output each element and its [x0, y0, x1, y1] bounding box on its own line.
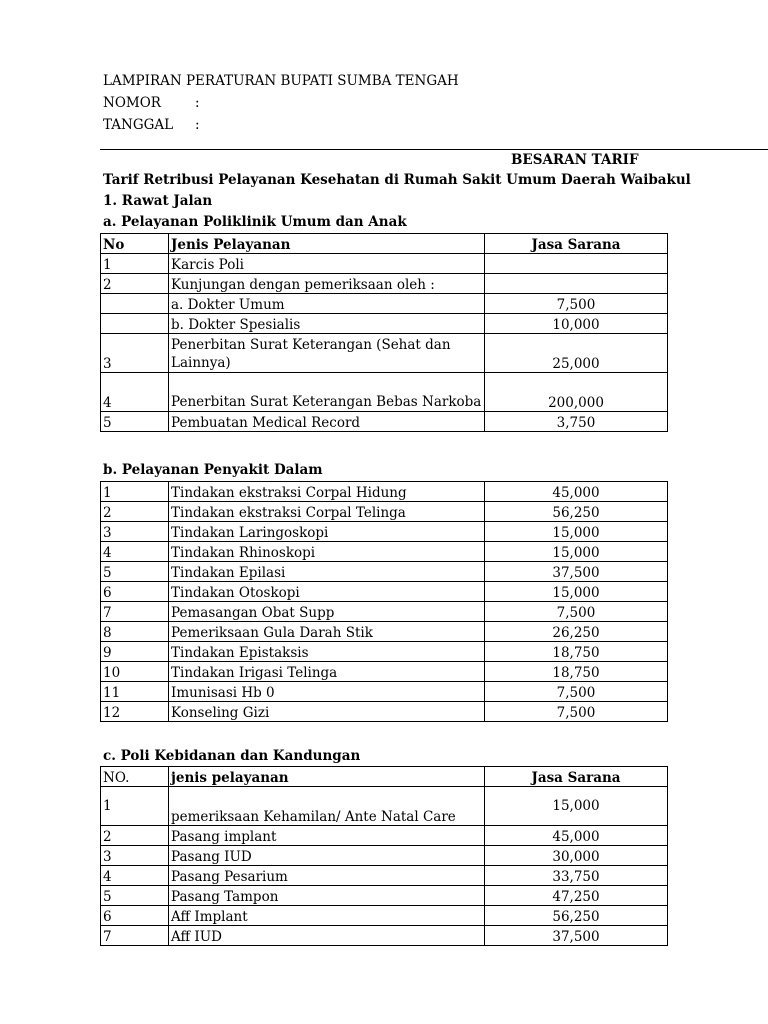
row-jasa: 15,000 [485, 787, 668, 826]
row-no: 9 [101, 642, 169, 662]
table-row [101, 826, 668, 846]
row-jasa: 45,000 [485, 482, 668, 502]
row-jasa: 26,250 [485, 622, 668, 642]
col-no-header: NO. [101, 767, 169, 787]
section-a-title: a. Pelayanan Poliklinik Umum dan Anak [103, 214, 407, 230]
row-jenis: Pasang implant [169, 826, 485, 846]
row-jasa: 15,000 [485, 522, 668, 542]
row-jenis: Pembuatan Medical Record [169, 412, 485, 432]
table-row [101, 846, 668, 866]
table-row [101, 602, 668, 622]
col-jenis-header: jenis pelayanan [169, 767, 485, 787]
row-jasa: 47,250 [485, 886, 668, 906]
nomor-label: NOMOR [103, 95, 161, 111]
table-row [101, 314, 668, 334]
header-line1: LAMPIRAN PERATURAN BUPATI SUMBA TENGAH [103, 73, 459, 89]
table-row [101, 662, 668, 682]
row-jenis: Imunisasi Hb 0 [169, 682, 485, 702]
table-row [101, 334, 668, 373]
row-jasa: 200,000 [485, 373, 668, 412]
row-jasa [485, 274, 668, 294]
table-row [101, 274, 668, 294]
row-no: 1 [101, 482, 169, 502]
row-jasa: 56,250 [485, 502, 668, 522]
row-jasa: 30,000 [485, 846, 668, 866]
table-row [101, 906, 668, 926]
header-tanggal [103, 114, 459, 136]
header-divider [100, 149, 768, 150]
row-jenis: Tindakan Laringoskopi [169, 522, 485, 542]
table-section-b [100, 481, 668, 722]
row-no: 3 [101, 846, 169, 866]
table-row [101, 522, 668, 542]
row-jenis: Penerbitan Surat Keterangan Bebas Narkoba [169, 373, 485, 412]
row-jasa: 3,750 [485, 412, 668, 432]
row-jenis: Aff Implant [169, 906, 485, 926]
table-header-row [101, 767, 668, 787]
table-row [101, 642, 668, 662]
row-jenis: Tindakan Otoskopi [169, 582, 485, 602]
row-jasa: 7,500 [485, 294, 668, 314]
row-no: 4 [101, 373, 169, 412]
table-row [101, 482, 668, 502]
table-row [101, 622, 668, 642]
row-jenis: Tindakan ekstraksi Corpal Telinga [169, 502, 485, 522]
row-jenis: Pasang IUD [169, 846, 485, 866]
row-no: 8 [101, 622, 169, 642]
row-jenis: Konseling Gizi [169, 702, 485, 722]
section-c-title: c. Poli Kebidanan dan Kandungan [103, 748, 361, 764]
row-no: 6 [101, 906, 169, 926]
table-row [101, 787, 668, 826]
row-jenis: Tindakan Rhinoskopi [169, 542, 485, 562]
row-jenis: pemeriksaan Kehamilan/ Ante Natal Care [169, 787, 485, 826]
document-header [103, 70, 459, 136]
row-no: 4 [101, 542, 169, 562]
row-jasa: 15,000 [485, 542, 668, 562]
row-jenis: Karcis Poli [169, 254, 485, 274]
row-jenis: Pemasangan Obat Supp [169, 602, 485, 622]
row-jasa: 25,000 [485, 334, 668, 373]
table-row [101, 582, 668, 602]
table-row [101, 682, 668, 702]
row-jasa: 18,750 [485, 642, 668, 662]
row-jasa: 10,000 [485, 314, 668, 334]
table-row [101, 542, 668, 562]
row-jenis: Pasang Pesarium [169, 866, 485, 886]
row-jasa: 45,000 [485, 826, 668, 846]
row-jasa: 7,500 [485, 702, 668, 722]
row-jenis: Tindakan Irigasi Telinga [169, 662, 485, 682]
row-jenis: b. Dokter Spesialis [169, 314, 485, 334]
row-jenis: Kunjungan dengan pemeriksaan oleh : [169, 274, 485, 294]
row-no [101, 314, 169, 334]
row-no: 7 [101, 602, 169, 622]
row-jenis: Tindakan ekstraksi Corpal Hidung [169, 482, 485, 502]
row-no: 3 [101, 522, 169, 542]
row-no: 2 [101, 826, 169, 846]
row-jasa: 33,750 [485, 866, 668, 886]
table-row [101, 562, 668, 582]
row-no: 12 [101, 702, 169, 722]
table-row [101, 373, 668, 412]
table-row [101, 412, 668, 432]
row-jasa: 15,000 [485, 582, 668, 602]
tanggal-label: TANGGAL [103, 117, 174, 133]
row-no: 4 [101, 866, 169, 886]
row-no: 10 [101, 662, 169, 682]
row-no: 1 [101, 787, 169, 826]
row-no: 5 [101, 886, 169, 906]
row-no: 11 [101, 682, 169, 702]
table-section-a [100, 233, 668, 432]
table-row [101, 254, 668, 274]
row-jenis: Pemeriksaan Gula Darah Stik [169, 622, 485, 642]
row-no [101, 294, 169, 314]
col-jenis-header: Jenis Pelayanan [169, 234, 485, 254]
table-row [101, 926, 668, 946]
nomor-value: : [195, 95, 200, 111]
col-jasa-header: Jasa Sarana [485, 767, 668, 787]
table-section-c [100, 766, 668, 946]
row-no: 2 [101, 274, 169, 294]
section-b-title: b. Pelayanan Penyakit Dalam [103, 462, 323, 478]
row-jenis: Aff IUD [169, 926, 485, 946]
row-jasa: 7,500 [485, 602, 668, 622]
row-jenis: Tindakan Epilasi [169, 562, 485, 582]
row-no: 3 [101, 334, 169, 373]
row-no: 2 [101, 502, 169, 522]
row-jasa: 37,500 [485, 562, 668, 582]
row-jenis: Penerbitan Surat Keterangan (Sehat dan Lainnya) [169, 334, 485, 373]
table-header-row [101, 234, 668, 254]
document-title: Tarif Retribusi Pelayanan Kesehatan di Rumah Sakit Umum Daerah Waibakul [103, 172, 691, 188]
table-row [101, 866, 668, 886]
col-jasa-header: Jasa Sarana [485, 234, 668, 254]
row-no: 7 [101, 926, 169, 946]
row-jenis: a. Dokter Umum [169, 294, 485, 314]
row-jenis: Pasang Tampon [169, 886, 485, 906]
row-jasa: 56,250 [485, 906, 668, 926]
row-jasa: 37,500 [485, 926, 668, 946]
besaran-tarif-heading: BESARAN TARIF [511, 152, 639, 168]
row-no: 1 [101, 254, 169, 274]
row-no: 5 [101, 562, 169, 582]
table-row [101, 502, 668, 522]
section-1-title: 1. Rawat Jalan [103, 193, 213, 209]
row-jenis: Tindakan Epistaksis [169, 642, 485, 662]
header-nomor [103, 92, 459, 114]
row-jasa [485, 254, 668, 274]
row-no: 6 [101, 582, 169, 602]
row-jasa: 7,500 [485, 682, 668, 702]
col-no-header: No [101, 234, 169, 254]
table-row [101, 886, 668, 906]
table-row [101, 702, 668, 722]
row-no: 5 [101, 412, 169, 432]
row-jasa: 18,750 [485, 662, 668, 682]
tanggal-value: : [195, 117, 200, 133]
table-row [101, 294, 668, 314]
